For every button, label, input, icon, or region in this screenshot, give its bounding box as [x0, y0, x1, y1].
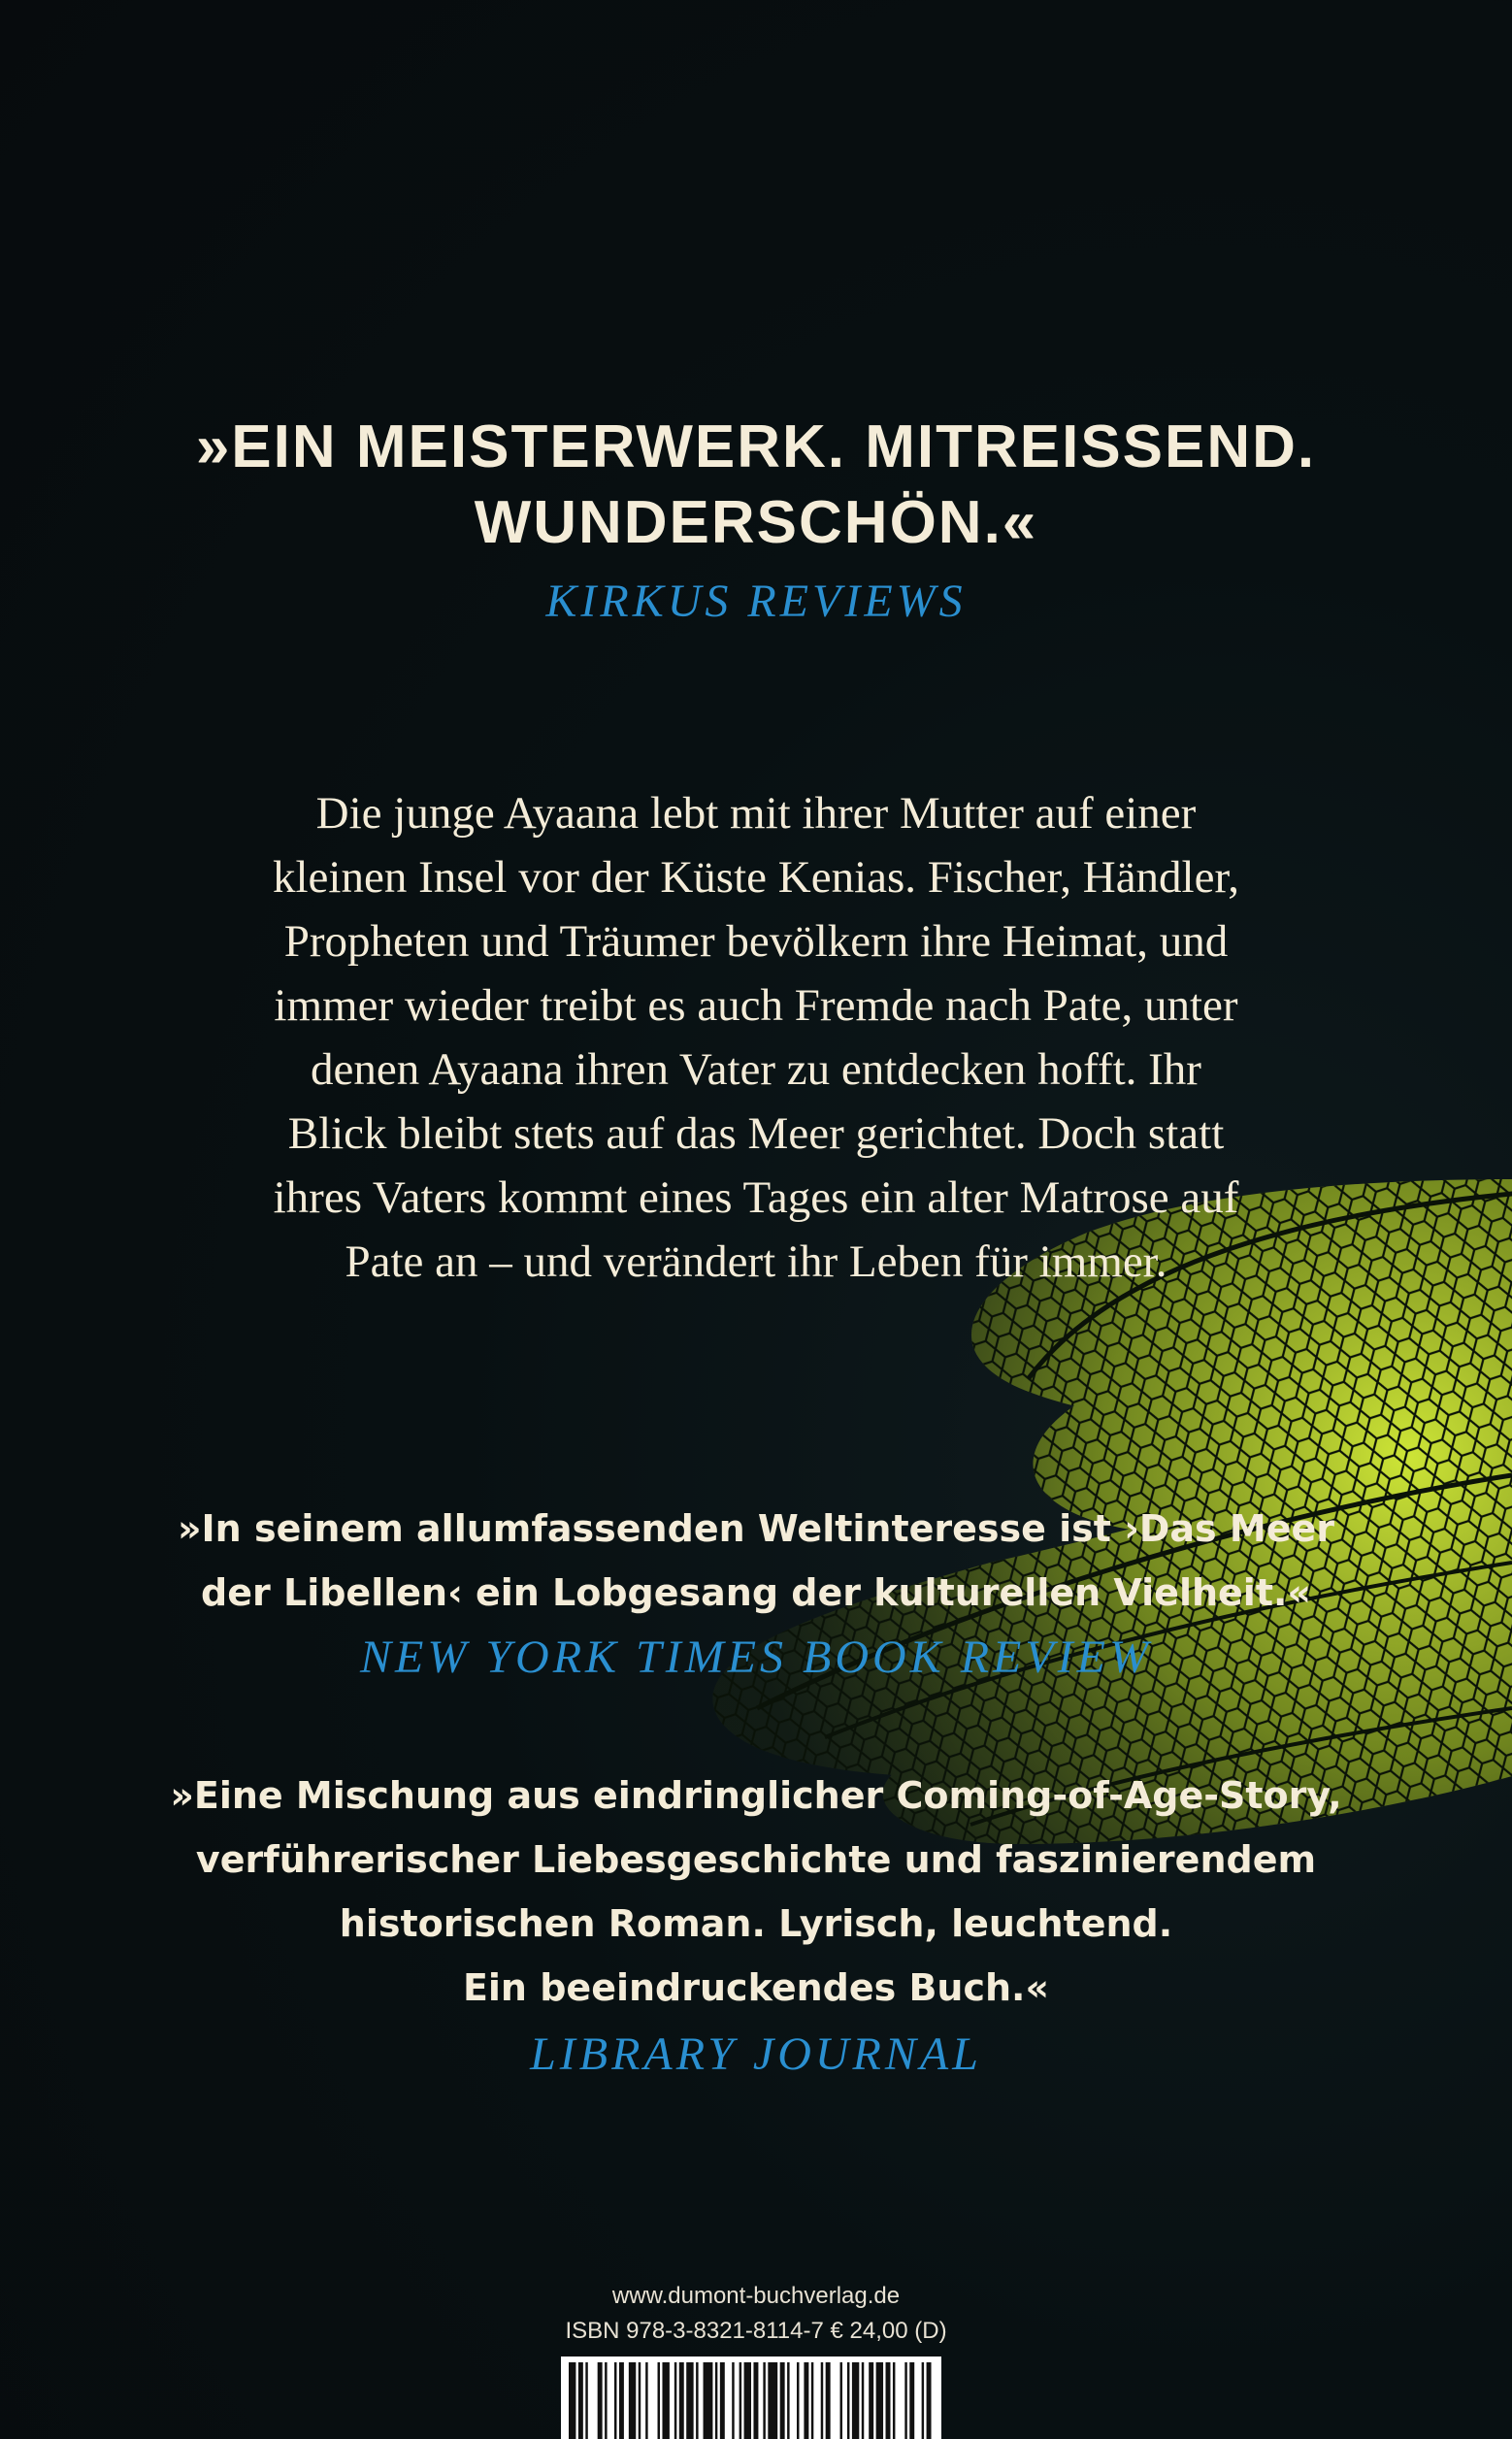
barcode-bar: [585, 2362, 587, 2439]
publisher-website: www.dumont-buchverlag.de: [611, 2283, 901, 2309]
headline-section: [0, 410, 1512, 631]
headline-line-1: »EIN MEISTERWERK. MITREISSEND.: [195, 413, 1317, 480]
headline-source: KIRKUS REVIEWS: [545, 576, 967, 627]
barcode-bar: [704, 2362, 713, 2439]
blurb-line: Blick bleibt stets auf das Meer gerichtet. Doch statt: [287, 1108, 1225, 1159]
headline-line-2: WUNDERSCHÖN.«: [474, 489, 1038, 556]
quote-lj-line-2: verführerischer Liebesgeschichte und faszinierendem: [195, 1838, 1317, 1881]
barcode-bar: [629, 2362, 636, 2439]
barcode-bar: [744, 2362, 751, 2439]
barcode-bar: [787, 2362, 789, 2439]
barcode-bar: [619, 2362, 624, 2439]
barcode-bar: [886, 2362, 891, 2439]
isbn-barcode: [561, 2357, 941, 2439]
blurb-line: Die junge Ayaana lebt mit ihrer Mutter auf einer: [315, 788, 1197, 839]
blurb-line: ihres Vaters kommt eines Tages ein alter Matrose auf: [273, 1172, 1239, 1223]
barcode-bar: [753, 2362, 758, 2439]
barcode-bar: [598, 2362, 603, 2439]
quote-nyt-line-2: der Libellen‹ ein Lobgesang der kulturellen Vielheit.«: [201, 1571, 1311, 1614]
quote-nyt-section: [0, 1497, 1512, 1687]
barcode-bar: [715, 2362, 717, 2439]
blurb-line: immer wieder treibt es auch Fremde nach Pate, unter: [274, 980, 1238, 1031]
barcode-bar: [605, 2362, 607, 2439]
barcode-bar: [696, 2362, 698, 2439]
barcode-bar: [763, 2362, 765, 2439]
barcode-bar: [876, 2362, 883, 2439]
barcode-bar: [686, 2362, 693, 2439]
barcode-bar: [639, 2362, 641, 2439]
barcode-bar: [740, 2362, 741, 2439]
barcode-bar: [674, 2362, 676, 2439]
barcode-bar: [780, 2362, 785, 2439]
barcode-bar: [909, 2362, 914, 2439]
barcode-bar: [569, 2362, 575, 2439]
barcode-bar: [732, 2362, 734, 2439]
barcode-bar: [679, 2362, 684, 2439]
barcode-bar: [904, 2362, 906, 2439]
blurb-line: Propheten und Träumer bevölkern ihre Heimat, und: [283, 916, 1229, 967]
barcode-bar: [804, 2362, 808, 2439]
barcode-bar: [614, 2362, 616, 2439]
publisher-info: [0, 2279, 1512, 2349]
quote-nyt-source: NEW YORK TIMES BOOK REVIEW: [360, 1631, 1152, 1683]
barcode-bar: [645, 2362, 647, 2439]
barcode-bar: [869, 2362, 873, 2439]
quote-lj-line-3: historischen Roman. Lyrisch, leuchtend.: [339, 1902, 1173, 1945]
blurb-line: denen Ayaana ihren Vater zu entdecken hofft. Ihr: [311, 1044, 1201, 1095]
barcode-bar: [826, 2362, 831, 2439]
barcode-bar: [821, 2362, 823, 2439]
blurb-line: Pate an – und verändert ihr Leben für immer.: [345, 1236, 1167, 1287]
quote-lj-line-4: Ein beeindruckendes Buch.«: [462, 1966, 1050, 2009]
barcode-bar: [720, 2362, 725, 2439]
isbn-price: ISBN 978-3-8321-8114-7 € 24,00 (D): [565, 2318, 947, 2344]
barcode-bar: [662, 2362, 669, 2439]
barcode-bar: [840, 2362, 842, 2439]
quote-lj-line-1: »Eine Mischung aus eindringlicher Coming-of-Age-Story,: [170, 1774, 1342, 1817]
barcode-bar: [847, 2362, 849, 2439]
barcode-bar: [811, 2362, 813, 2439]
quote-lj-section: [0, 1763, 1512, 2084]
barcode-bar: [893, 2362, 895, 2439]
quote-lj-source: LIBRARY JOURNAL: [530, 2028, 982, 2080]
barcode-bar: [862, 2362, 864, 2439]
barcode-bar: [768, 2362, 777, 2439]
barcode-bar: [797, 2362, 799, 2439]
barcode-bar: [658, 2362, 660, 2439]
barcode-bar: [922, 2362, 924, 2439]
barcode-bar: [927, 2362, 932, 2439]
barcode-bar: [852, 2362, 859, 2439]
blurb-section: [0, 781, 1512, 1294]
barcode-bar: [578, 2362, 583, 2439]
quote-nyt-line-1: »In seinem allumfassenden Weltinteresse ist ›Das Meer: [178, 1507, 1334, 1550]
blurb-line: kleinen Insel vor der Küste Kenias. Fischer, Händler,: [273, 852, 1239, 903]
